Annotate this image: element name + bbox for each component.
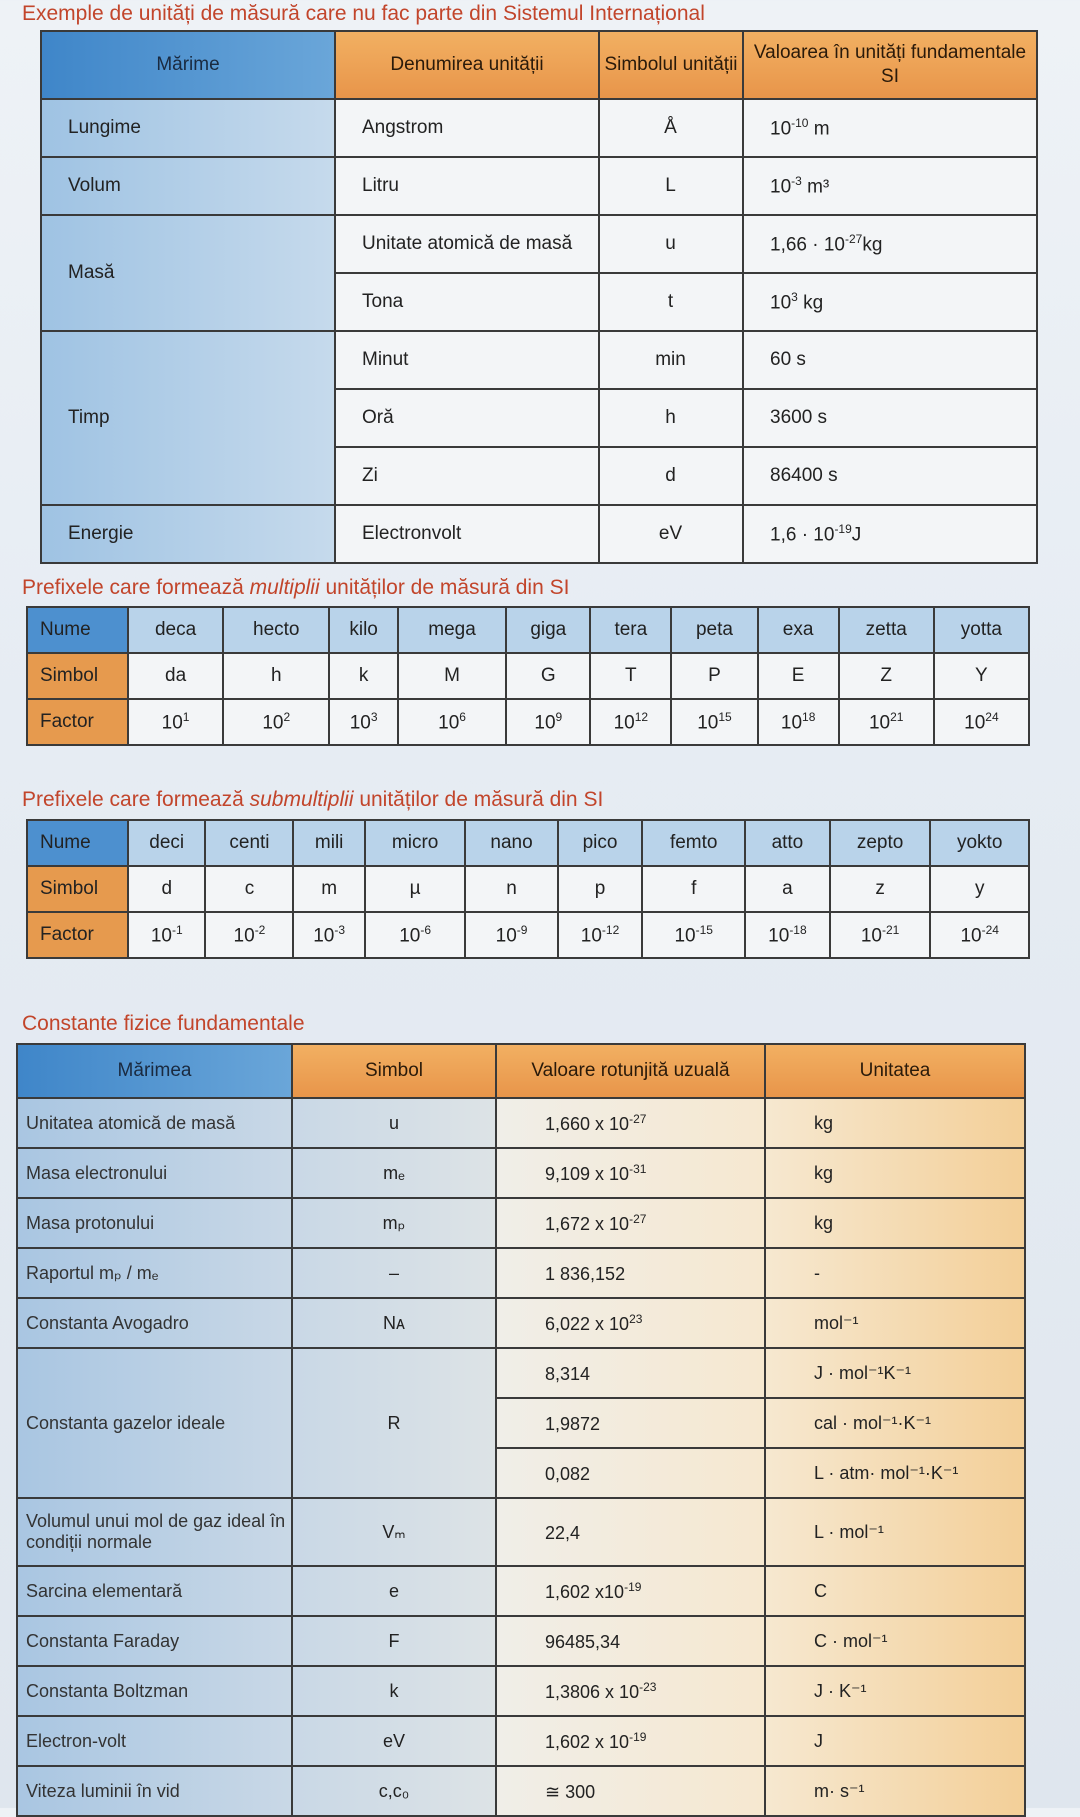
prefix-name: deci [128, 820, 205, 866]
constant-name: Masa electronului [17, 1148, 292, 1198]
prefix-symbol: P [671, 653, 757, 699]
constant-unit: J · K⁻¹ [765, 1666, 1025, 1716]
constant-value: 9,109 x $10^{-31}$ [496, 1148, 765, 1198]
unit-symbol: eV [599, 505, 743, 563]
constant-symbol: u [292, 1098, 496, 1148]
constant-unit: C · mol⁻¹ [765, 1616, 1025, 1666]
prefix-symbol: m [293, 866, 364, 912]
table-row [17, 1616, 1025, 1666]
constant-name: Constanta Boltzman [17, 1666, 292, 1716]
header-simbol: Simbolul unității [599, 31, 743, 99]
row-label-factor: Factor [27, 912, 128, 958]
table-row [17, 1716, 1025, 1766]
prefix-factor: $10^{-24}$ [930, 912, 1029, 958]
units-table-title: Exemple de unități de măsură care nu fac parte din Sistemul Internațional [22, 2, 705, 25]
prefix-name: exa [758, 607, 839, 653]
constant-name: Viteza luminii în vid [17, 1766, 292, 1816]
constant-unit: L · atm· mol⁻¹·K⁻¹ [765, 1448, 1025, 1498]
unit-name: Unitate atomică de masă [335, 215, 599, 273]
constant-symbol: eV [292, 1716, 496, 1766]
constant-value: 1 836,152 [496, 1248, 765, 1298]
header-valoare: Valoare rotunjită uzuală [496, 1044, 765, 1098]
constant-symbol: mₚ [292, 1198, 496, 1248]
table-row [17, 1298, 1025, 1348]
constant-name: Volumul unui mol de gaz ideal în condiții normale [17, 1498, 292, 1566]
prefix-name: giga [506, 607, 590, 653]
prefix-name: yotta [934, 607, 1029, 653]
prefix-factor: $10^{-3}$ [293, 912, 364, 958]
prefix-name: centi [205, 820, 293, 866]
constant-value: 6,022 x $10^{23}$ [496, 1298, 765, 1348]
constant-value: 1,672 x $10^{-27}$ [496, 1198, 765, 1248]
header-valoare: Valoarea în unități fundamentale SI [743, 31, 1037, 99]
constant-unit: mol⁻¹ [765, 1298, 1025, 1348]
table-row [17, 1666, 1025, 1716]
unit-name: Tona [335, 273, 599, 331]
constant-value: 96485,34 [496, 1616, 765, 1666]
row-label-nume: Nume [27, 607, 128, 653]
row-label-simbol: Simbol [27, 866, 128, 912]
table-row [17, 1766, 1025, 1816]
prefix-factor: $10^{18}$ [758, 699, 839, 745]
prefix-symbol: z [830, 866, 931, 912]
prefix-factor: $10^{-12}$ [558, 912, 643, 958]
header-marimea: Mărimea [17, 1044, 292, 1098]
constant-unit: cal · mol⁻¹·K⁻¹ [765, 1398, 1025, 1448]
table-row [17, 1498, 1025, 1566]
multiples-table [26, 606, 1030, 746]
prefix-name: femto [642, 820, 745, 866]
prefix-name: deca [128, 607, 223, 653]
constant-value: 8,314 [496, 1348, 765, 1398]
unit-value: $1,66 \cdot 10^{-27}kg$ [743, 215, 1037, 273]
prefix-factor: $10^{21}$ [839, 699, 934, 745]
prefix-name: nano [465, 820, 557, 866]
prefix-factor: $10^{-6}$ [365, 912, 466, 958]
unit-name: Litru [335, 157, 599, 215]
unit-value: $1,6 \cdot 10^{-19}J$ [743, 505, 1037, 563]
prefix-factor: $10^{-15}$ [642, 912, 745, 958]
constant-value: ≅ 300 [496, 1766, 765, 1816]
constant-unit: m· s⁻¹ [765, 1766, 1025, 1816]
unit-symbol: u [599, 215, 743, 273]
prefix-factor: $10^9$ [506, 699, 590, 745]
unit-symbol: d [599, 447, 743, 505]
multiples-title: Prefixele care formează multiplii unităților de măsură din SI [22, 576, 570, 599]
prefix-factor: $10^{-9}$ [465, 912, 557, 958]
table-row [17, 1566, 1025, 1616]
group-timp: Timp [41, 331, 335, 505]
prefix-name: pico [558, 820, 643, 866]
submultiples-table [26, 819, 1030, 959]
unit-value: 86400 s [743, 447, 1037, 505]
prefix-factor: $10^{12}$ [590, 699, 671, 745]
constant-symbol: e [292, 1566, 496, 1616]
constant-unit: - [765, 1248, 1025, 1298]
unit-name: Minut [335, 331, 599, 389]
header-unitatea: Unitatea [765, 1044, 1025, 1098]
prefix-symbol: d [128, 866, 205, 912]
table-row [41, 99, 1037, 157]
constant-value: 1,660 x $10^{-27}$ [496, 1098, 765, 1148]
unit-symbol: min [599, 331, 743, 389]
constant-unit: kg [765, 1148, 1025, 1198]
prefix-factor: $10^1$ [128, 699, 223, 745]
constant-symbol: – [292, 1248, 496, 1298]
unit-name: Oră [335, 389, 599, 447]
constant-value: 1,3806 x $10^{-23}$ [496, 1666, 765, 1716]
constant-unit: J [765, 1716, 1025, 1766]
prefix-factor: $10^2$ [223, 699, 329, 745]
table-row [41, 157, 1037, 215]
constants-title: Constante fizice fundamentale [22, 1012, 305, 1035]
table-row [17, 1148, 1025, 1198]
row-label-factor: Factor [27, 699, 128, 745]
prefix-symbol: k [329, 653, 397, 699]
prefix-factor: $10^{-18}$ [745, 912, 830, 958]
prefix-symbol: Y [934, 653, 1029, 699]
unit-value: 3600 s [743, 389, 1037, 447]
table-row [17, 1098, 1025, 1148]
constant-value: 1,602 $x10^{-19}$ [496, 1566, 765, 1616]
unit-value: $10^3$ kg [743, 273, 1037, 331]
constant-unit: kg [765, 1098, 1025, 1148]
group-masa: Masă [41, 215, 335, 331]
unit-name: Electronvolt [335, 505, 599, 563]
prefix-name: hecto [223, 607, 329, 653]
constant-value: 0,082 [496, 1448, 765, 1498]
constant-symbol: F [292, 1616, 496, 1666]
prefix-symbol: h [223, 653, 329, 699]
prefix-symbol: a [745, 866, 830, 912]
unit-name: Angstrom [335, 99, 599, 157]
table-row [17, 1198, 1025, 1248]
constant-unit: kg [765, 1198, 1025, 1248]
prefix-factor: $10^6$ [398, 699, 506, 745]
prefix-name: micro [365, 820, 466, 866]
table-row [41, 505, 1037, 563]
constant-symbol: R [292, 1348, 496, 1498]
table-row [17, 1348, 1025, 1398]
prefix-symbol: c [205, 866, 293, 912]
constant-name: Raportul mₚ / mₑ [17, 1248, 292, 1298]
constant-symbol: k [292, 1666, 496, 1716]
header-simbol: Simbol [292, 1044, 496, 1098]
prefix-symbol: p [558, 866, 643, 912]
constant-symbol: Vₘ [292, 1498, 496, 1566]
table-row [17, 1248, 1025, 1298]
prefix-symbol: da [128, 653, 223, 699]
prefix-name: tera [590, 607, 671, 653]
constant-symbol: Nᴀ [292, 1298, 496, 1348]
prefix-name: kilo [329, 607, 397, 653]
non-si-units-table [40, 30, 1038, 564]
unit-symbol: Å [599, 99, 743, 157]
constant-name: Masa protonului [17, 1198, 292, 1248]
constant-unit: C [765, 1566, 1025, 1616]
prefix-name: zepto [830, 820, 931, 866]
prefix-symbol: y [930, 866, 1029, 912]
prefix-name: yokto [930, 820, 1029, 866]
unit-value: 60 s [743, 331, 1037, 389]
constant-unit: J · mol⁻¹K⁻¹ [765, 1348, 1025, 1398]
prefix-factor: $10^{24}$ [934, 699, 1029, 745]
constant-value: 1,602 x $10^{-19}$ [496, 1716, 765, 1766]
constant-value: 1,9872 [496, 1398, 765, 1448]
group-energie: Energie [41, 505, 335, 563]
constant-unit: L · mol⁻¹ [765, 1498, 1025, 1566]
constant-name: Constanta Faraday [17, 1616, 292, 1666]
prefix-name: mega [398, 607, 506, 653]
table-row [41, 331, 1037, 389]
row-label-simbol: Simbol [27, 653, 128, 699]
unit-value: $10^{-3}$ m³ [743, 157, 1037, 215]
submultiples-title: Prefixele care formează submultiplii unităților de măsură din SI [22, 788, 604, 811]
prefix-name: mili [293, 820, 364, 866]
prefix-factor: $10^{-21}$ [830, 912, 931, 958]
prefix-factor: $10^{-2}$ [205, 912, 293, 958]
prefix-symbol: G [506, 653, 590, 699]
unit-symbol: L [599, 157, 743, 215]
header-denumire: Denumirea unității [335, 31, 599, 99]
constant-name: Constanta gazelor ideale [17, 1348, 292, 1498]
prefix-name: atto [745, 820, 830, 866]
constant-name: Electron-volt [17, 1716, 292, 1766]
prefix-factor: $10^{-1}$ [128, 912, 205, 958]
constant-name: Constanta Avogadro [17, 1298, 292, 1348]
prefix-symbol: E [758, 653, 839, 699]
prefix-factor: $10^{15}$ [671, 699, 757, 745]
constant-name: Unitatea atomică de masă [17, 1098, 292, 1148]
prefix-symbol: µ [365, 866, 466, 912]
constant-symbol: mₑ [292, 1148, 496, 1198]
header-marime: Mărime [41, 31, 335, 99]
prefix-symbol: n [465, 866, 557, 912]
row-label-nume: Nume [27, 820, 128, 866]
prefix-name: zetta [839, 607, 934, 653]
unit-symbol: t [599, 273, 743, 331]
prefix-symbol: T [590, 653, 671, 699]
group-volum: Volum [41, 157, 335, 215]
constant-value: 22,4 [496, 1498, 765, 1566]
unit-symbol: h [599, 389, 743, 447]
prefix-symbol: f [642, 866, 745, 912]
constant-name: Sarcina elementară [17, 1566, 292, 1616]
unit-name: Zi [335, 447, 599, 505]
prefix-symbol: Z [839, 653, 934, 699]
constants-table [16, 1043, 1026, 1817]
prefix-name: peta [671, 607, 757, 653]
constant-symbol: c,c₀ [292, 1766, 496, 1816]
table-row [41, 215, 1037, 273]
prefix-factor: $10^3$ [329, 699, 397, 745]
group-lungime: Lungime [41, 99, 335, 157]
unit-value: $10^{-10}$ m [743, 99, 1037, 157]
prefix-symbol: M [398, 653, 506, 699]
